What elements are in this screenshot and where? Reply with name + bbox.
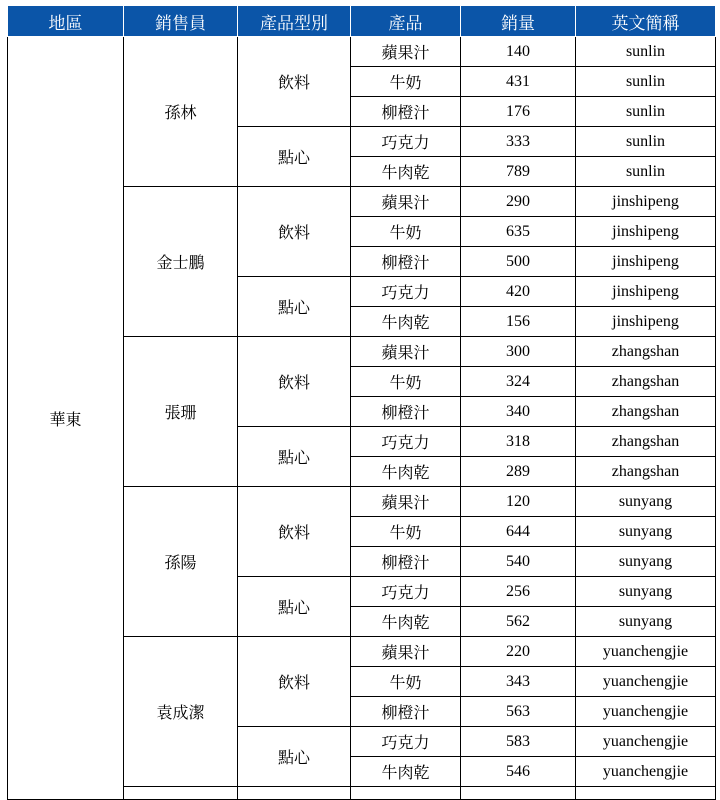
english-name-cell: sunyang <box>576 517 716 547</box>
product-type-cell: 點心 <box>238 427 351 487</box>
product-cell: 牛奶 <box>351 667 461 697</box>
english-name-cell: jinshipeng <box>576 217 716 247</box>
sales-cell: 256 <box>461 577 576 607</box>
english-name-cell: jinshipeng <box>576 307 716 337</box>
english-name-cell: sunyang <box>576 487 716 517</box>
salesperson-cell: 金士鵬 <box>124 187 238 337</box>
english-name-cell: yuanchengjie <box>576 727 716 757</box>
product-cell: 蘋果汁 <box>351 187 461 217</box>
sales-cell: 546 <box>461 757 576 787</box>
english-name-cell: zhangshan <box>576 337 716 367</box>
sales-table <box>7 5 716 800</box>
product-cell: 牛奶 <box>351 217 461 247</box>
sales-cell: 290 <box>461 187 576 217</box>
empty-cell <box>124 787 238 800</box>
header-product: 產品 <box>351 6 461 37</box>
english-name-cell: yuanchengjie <box>576 667 716 697</box>
sales-cell: 318 <box>461 427 576 457</box>
empty-cell <box>351 787 461 800</box>
sales-cell: 156 <box>461 307 576 337</box>
sales-cell: 420 <box>461 277 576 307</box>
product-type-cell: 飲料 <box>238 337 351 427</box>
english-name-cell: jinshipeng <box>576 277 716 307</box>
english-name-cell: yuanchengjie <box>576 637 716 667</box>
english-name-cell: zhangshan <box>576 457 716 487</box>
sales-cell: 176 <box>461 97 576 127</box>
product-type-cell: 飲料 <box>238 637 351 727</box>
region-cell: 華東 <box>8 37 124 800</box>
sales-cell: 583 <box>461 727 576 757</box>
product-type-cell: 點心 <box>238 727 351 787</box>
product-cell: 柳橙汁 <box>351 247 461 277</box>
product-cell: 巧克力 <box>351 727 461 757</box>
empty-cell <box>238 787 351 800</box>
sales-cell: 500 <box>461 247 576 277</box>
sales-cell: 340 <box>461 397 576 427</box>
salesperson-cell: 孫陽 <box>124 487 238 637</box>
english-name-cell: yuanchengjie <box>576 697 716 727</box>
product-cell: 牛肉乾 <box>351 307 461 337</box>
english-name-cell: sunlin <box>576 67 716 97</box>
product-cell: 蘋果汁 <box>351 37 461 67</box>
product-type-cell: 點心 <box>238 277 351 337</box>
product-cell: 牛肉乾 <box>351 757 461 787</box>
sales-cell: 220 <box>461 637 576 667</box>
english-name-cell: sunlin <box>576 37 716 67</box>
sales-cell: 343 <box>461 667 576 697</box>
product-cell: 巧克力 <box>351 577 461 607</box>
sales-cell: 644 <box>461 517 576 547</box>
english-name-cell: jinshipeng <box>576 247 716 277</box>
sales-cell: 289 <box>461 457 576 487</box>
sales-cell: 563 <box>461 697 576 727</box>
table-body <box>8 37 716 800</box>
sales-cell: 120 <box>461 487 576 517</box>
salesperson-cell: 張珊 <box>124 337 238 487</box>
sales-cell: 333 <box>461 127 576 157</box>
english-name-cell: sunyang <box>576 577 716 607</box>
header-english-name: 英文簡稱 <box>576 6 716 37</box>
empty-cell <box>576 787 716 800</box>
product-cell: 牛肉乾 <box>351 457 461 487</box>
product-type-cell: 點心 <box>238 127 351 187</box>
salesperson-cell: 袁成潔 <box>124 637 238 787</box>
english-name-cell: zhangshan <box>576 367 716 397</box>
empty-cell <box>461 787 576 800</box>
product-cell: 柳橙汁 <box>351 397 461 427</box>
sales-cell: 540 <box>461 547 576 577</box>
product-type-cell: 飲料 <box>238 487 351 577</box>
sales-cell: 300 <box>461 337 576 367</box>
product-cell: 牛奶 <box>351 67 461 97</box>
table-row <box>8 37 716 67</box>
product-cell: 牛肉乾 <box>351 157 461 187</box>
product-cell: 巧克力 <box>351 127 461 157</box>
sales-cell: 324 <box>461 367 576 397</box>
english-name-cell: sunlin <box>576 97 716 127</box>
product-cell: 巧克力 <box>351 427 461 457</box>
english-name-cell: sunlin <box>576 127 716 157</box>
header-sales: 銷量 <box>461 6 576 37</box>
product-cell: 巧克力 <box>351 277 461 307</box>
product-cell: 蘋果汁 <box>351 337 461 367</box>
product-cell: 牛奶 <box>351 367 461 397</box>
header-row <box>8 6 716 37</box>
sales-report <box>7 5 715 800</box>
sales-cell: 140 <box>461 37 576 67</box>
sales-cell: 562 <box>461 607 576 637</box>
product-cell: 柳橙汁 <box>351 547 461 577</box>
product-cell: 牛奶 <box>351 517 461 547</box>
english-name-cell: sunyang <box>576 547 716 577</box>
product-type-cell: 飲料 <box>238 187 351 277</box>
header-salesperson: 銷售員 <box>124 6 238 37</box>
english-name-cell: zhangshan <box>576 397 716 427</box>
english-name-cell: sunyang <box>576 607 716 637</box>
english-name-cell: sunlin <box>576 157 716 187</box>
english-name-cell: zhangshan <box>576 427 716 457</box>
english-name-cell: jinshipeng <box>576 187 716 217</box>
header-region: 地區 <box>8 6 124 37</box>
sales-cell: 635 <box>461 217 576 247</box>
product-type-cell: 飲料 <box>238 37 351 127</box>
english-name-cell: yuanchengjie <box>576 757 716 787</box>
salesperson-cell: 孫林 <box>124 37 238 187</box>
product-cell: 柳橙汁 <box>351 697 461 727</box>
sales-cell: 431 <box>461 67 576 97</box>
product-cell: 蘋果汁 <box>351 637 461 667</box>
header-product-type: 產品型別 <box>238 6 351 37</box>
product-cell: 牛肉乾 <box>351 607 461 637</box>
product-cell: 蘋果汁 <box>351 487 461 517</box>
product-cell: 柳橙汁 <box>351 97 461 127</box>
product-type-cell: 點心 <box>238 577 351 637</box>
sales-cell: 789 <box>461 157 576 187</box>
